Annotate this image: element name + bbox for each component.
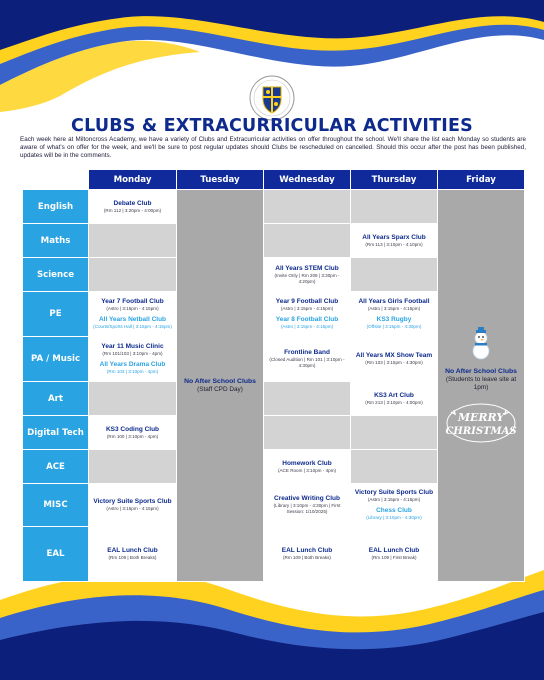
club-name: Chess Club <box>376 507 412 514</box>
club-detail: (Rm 100 | 3:10pm - 4pm) <box>106 433 159 439</box>
day-header-tuesday: Tuesday <box>177 170 264 190</box>
club-name: All Years Netball Club <box>98 316 167 323</box>
club-name: KS3 Coding Club <box>105 425 160 433</box>
club-detail: (Courts/Sports Hall | 3:15pm - 4:15pm) <box>93 324 172 329</box>
cell-monday-ace <box>89 450 177 484</box>
club-name: Victory Suite Sports Club <box>93 498 172 505</box>
friday-no-clubs: No After School Clubs <box>445 368 517 375</box>
club-detail: (Rm 213 | 3:10pm - 4:00pm) <box>365 399 423 405</box>
club-name: KS3 Rugby <box>376 316 412 323</box>
club-name: All Years STEM Club <box>275 264 339 272</box>
club-name: All Years Sparx Club <box>362 233 426 241</box>
cell-monday-digital <box>89 416 177 450</box>
club-name: Creative Writing Club <box>274 495 340 502</box>
cell-thursday-science <box>351 258 438 292</box>
club-name: EAL Lunch Club <box>107 547 158 554</box>
club-detail: (Astro | 3:15pm - 4:15pm) <box>367 306 421 311</box>
cell-thursday-art <box>351 382 438 416</box>
cell-wednesday-maths <box>264 224 351 258</box>
cell-monday-pe <box>89 292 177 337</box>
club-name: KS3 Art Club <box>374 391 414 399</box>
club-name: Homework Club <box>282 459 332 467</box>
day-header-friday: Friday <box>438 170 525 190</box>
club-name: Debate Club <box>113 199 152 207</box>
club-detail: (Invite Only | Rm 208 | 3:30pm - 4:20pm) <box>274 272 340 284</box>
cell-monday-maths <box>89 224 177 258</box>
table-corner <box>23 170 89 190</box>
club-detail: (Closed Audition | Rm 101 | 3:10pm - 4:30pm) <box>269 357 345 368</box>
cell-wednesday-misc <box>264 484 351 527</box>
club-detail: (Astro | 3:15pm - 4:15pm) <box>280 324 334 329</box>
club-detail: (ACE Room | 3:10pm - 4pm) <box>277 467 337 473</box>
day-header-wednesday: Wednesday <box>264 170 351 190</box>
school-crest-icon <box>249 75 295 121</box>
club-detail: (Rm 103 | 3:10pm - 4pm) <box>106 369 159 374</box>
friday-note: (Students to leave site at 1pm) <box>445 376 517 391</box>
club-detail: (Rm 103 | 3:15pm - 4:30pm) <box>365 360 423 365</box>
subject-art: Art <box>23 382 89 416</box>
subject-english: English <box>23 190 89 224</box>
cell-wednesday-pe <box>264 292 351 337</box>
cell-monday-eal <box>89 527 177 582</box>
club-detail: (Library | 3:10pm - 4:30pm | First Session: 1/10/2025) <box>273 503 341 514</box>
club-detail: (Rm 109 | First Break) <box>371 555 417 560</box>
club-detail: (Rm 109 | Both Breaks) <box>108 555 157 560</box>
club-name: All Years Girls Football <box>358 298 430 305</box>
day-header-monday: Monday <box>89 170 177 190</box>
cell-tuesday-clubs <box>177 190 264 582</box>
club-name: Year 7 Football Club <box>101 298 164 305</box>
cell-tuesday-eal <box>264 527 351 582</box>
club-detail: (Astro | 3:15pm - 4:15pm) <box>280 306 334 311</box>
day-header-thursday: Thursday <box>351 170 438 190</box>
club-detail: (Offsite | 3:15pm - 4:30pm) <box>366 324 422 329</box>
cell-wednesday-ace <box>264 450 351 484</box>
club-detail: (Library | 3:10pm - 4:30pm) <box>366 515 422 520</box>
subject-misc: MISC <box>23 484 89 527</box>
club-detail: (Rm 113 | 3:10pm - 4:10pm) <box>365 241 423 247</box>
club-detail: (Rm 101/103 | 3:10pm - 4pm) <box>102 351 163 356</box>
cell-wednesday-art <box>264 382 351 416</box>
club-detail: (Astro | 3:15pm - 4:15pm) <box>106 506 159 511</box>
cell-wednesday-music <box>264 337 351 382</box>
cell-thursday-maths <box>351 224 438 258</box>
merry-text: MERRY <box>457 411 505 424</box>
merry-christmas-badge <box>445 402 517 444</box>
cell-monday-music <box>89 337 177 382</box>
club-name: EAL Lunch Club <box>281 547 333 554</box>
club-detail: (Rm 109 | Both Breaks) <box>283 555 331 560</box>
club-name: Year 11 Music Clinic <box>101 343 164 350</box>
cell-wednesday-english <box>264 190 351 224</box>
club-name: All Years Drama Club <box>99 361 166 368</box>
club-name: All Years MX Show Team <box>355 352 433 359</box>
cell-monday-science <box>89 258 177 292</box>
cell-monday-misc <box>89 484 177 527</box>
cell-wednesday-digital <box>264 416 351 450</box>
cell-thursday-misc <box>351 484 438 527</box>
club-detail: (Rm 112 | 3:20pm - 4:00pm) <box>103 207 162 213</box>
cell-wednesday-eal <box>351 527 438 582</box>
intro-paragraph: Each week here at Miltoncross Academy, we have a variety of Clubs and Extracurricular activities on offer throughout the school. We'll share the list each Monday so students are aware of what's on offer for the week, and we'll be sure to post regular updates should Clubs be rescheduled on cancelled. Should this occur after the post has been published, updates will be in the comments. <box>20 136 526 160</box>
subject-pa-music: PA / Music <box>23 337 89 382</box>
cell-monday-art <box>89 382 177 416</box>
page-title: CLUBS & EXTRACURRICULAR ACTIVITIES <box>71 116 473 136</box>
subject-pe: PE <box>23 292 89 337</box>
club-name: Victory Suite Sports Club <box>354 489 434 496</box>
subject-eal: EAL <box>23 527 89 582</box>
cell-friday-clubs <box>438 190 525 582</box>
subject-maths: Maths <box>23 224 89 258</box>
club-name: EAL Lunch Club <box>368 547 420 554</box>
clubs-timetable <box>22 169 525 582</box>
club-name: Year 9 Football Club <box>275 298 339 305</box>
subject-science: Science <box>23 258 89 292</box>
cell-thursday-ace <box>351 450 438 484</box>
club-name: Year 8 Football Club <box>275 316 339 323</box>
snowman-icon <box>468 327 494 361</box>
club-name: Frontline Band <box>284 349 330 356</box>
club-detail: (Astro | 3:15pm - 4:15pm) <box>367 497 421 502</box>
tuesday-note: (Staff CPD Day) <box>197 386 243 393</box>
cell-monday-english <box>89 190 177 224</box>
cell-thursday-english <box>351 190 438 224</box>
christmas-text: CHRISTMAS <box>445 426 517 437</box>
tuesday-no-clubs: No After School Clubs <box>184 378 256 385</box>
cell-thursday-digital <box>351 416 438 450</box>
cell-wednesday-science <box>264 258 351 292</box>
subject-digital-tech: Digital Tech <box>23 416 89 450</box>
subject-ace: ACE <box>23 450 89 484</box>
club-detail: (Astro | 3:15pm - 4:15pm) <box>106 306 159 311</box>
cell-thursday-pe <box>351 292 438 337</box>
cell-thursday-music <box>351 337 438 382</box>
